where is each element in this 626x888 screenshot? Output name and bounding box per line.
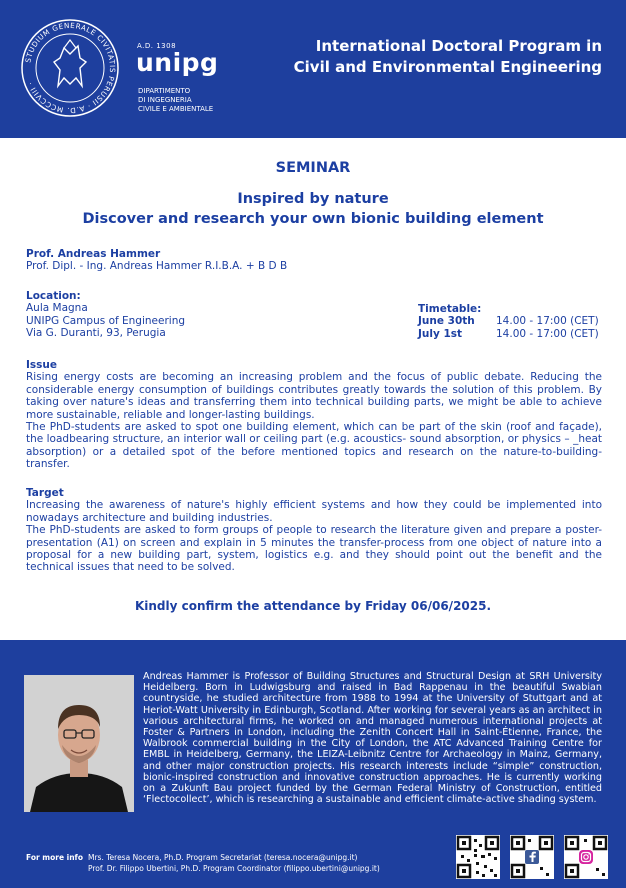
speaker-full-title: Prof. Dipl. - Ing. Andreas Hammer R.I.B.A. + B D B [26,260,288,273]
issue-heading: Issue [26,359,58,371]
timetable-time: 14.00 - 17:00 (CET) [496,327,599,340]
seminar-label: SEMINAR [275,160,351,176]
facebook-qr-icon[interactable] [510,835,554,879]
contact-label: For more info [26,853,83,862]
issue-section [26,359,602,471]
attendance-notice: Kindly confirm the attendance by Friday 06/06/2025. [134,599,492,613]
dept-line: DI INGEGNERIA [138,96,192,104]
founding-year: A.D. 1308 [137,42,177,50]
target-paragraph: The PhD-students are asked to form groups of people to research the literature given and prepare a poster-presentation (A1) on screen and explain in 5 minutes the transfer-process from one object of nature into a proposal for a new building part, system, logistics e.g. and they should point out the benefit and the technical issues that need to be solved. [26,524,602,574]
location-block [26,290,185,340]
contact-info [26,852,380,874]
program-title-line2: Civil and Environmental Engineering [293,58,602,76]
location-line: Aula Magna [26,302,88,315]
speaker-biography: Andreas Hammer is Professor of Building Structures and Structural Design at SRH University Heidelberg. Born in Ludwigsburg and raised in Bad Rappenau in the beautiful Swabian countryside, he studied architecture from 1988 to 1994 at the University of Stuttgart and at Heriot-Watt University in Edinburgh, Scotland. After working for several years as an architect in various architectural firms, he worked on and managed numerous international projects at Foster & Partners in London, including the Zenith Concert Hall in Saint-Étienne, France, the Walbrook commercial building in the City of London, the ATC Advanced Training Centre for EMBL in Heidelberg, Germany, the LEIZA-Leibnitz Centre for Archaeology in Mainz, Germany, and other major construction projects. His research interests include “simple” construction, bionic-inspired construction and innovative construction approaches. He is currently working on a Zukunft Bau project funded by the German Federal Ministry of Construction, entitled ‘Flectocollect’, which is researching a sustainable and efficient climate-active shading system. [143,671,602,806]
target-heading: Target [26,487,64,499]
bio-band [0,640,626,888]
instagram-qr-icon[interactable] [564,835,608,879]
speaker-photo [24,675,134,812]
seminar-title [0,189,626,229]
speaker-name: Prof. Andreas Hammer [26,248,161,260]
target-paragraph: Increasing the awareness of nature's highly efficient systems and how they could be implemented into nowadays architecture and building industries. [26,499,602,524]
svg-text:STUDIUM GENERALE CIVITATIS PER: STUDIUM GENERALE CIVITATIS PERUSII · A.D. MCCCVIII · [23,20,118,116]
speaker-block [26,248,287,273]
contact-secretariat: Mrs. Teresa Nocera, Ph.D. Program Secretariat (teresa.nocera@unipg.it) [88,853,358,862]
title-line1: Inspired by nature [237,191,389,207]
qr-code-icon[interactable] [456,835,500,879]
dept-line: DIPARTIMENTO [138,87,191,95]
header-band [0,0,626,138]
department-name [138,87,213,114]
timetable-label: Timetable: [418,303,482,315]
location-line: Via G. Duranti, 93, Perugia [26,327,166,340]
target-section [26,487,602,574]
location-line: UNIPG Campus of Engineering [26,314,186,327]
timetable-time: 14.00 - 17:00 (CET) [496,315,599,328]
timetable-row [418,315,599,327]
issue-paragraph: Rising energy costs are becoming an increasing problem and the focus of public debate. Reducing the considerable energy consumption of buildings contributes greatly towards the solution of this problem. By taking over nature's ideas and transferring them into technical building parts, we might be able to achieve more sustainable, reliable and longer-lasting buildings. [26,371,602,421]
issue-paragraph: The PhD-students are asked to spot one building element, which can be part of the skin (roof and façade), the loadbearing structure, an interior wall or ceiling part (e.g. acoustics- sound absorption, or physics – _heat absorption) or a detailed spot of the before mentioned topics and research on the nature-to-building-transfer. [26,421,602,471]
university-seal-logo [20,18,120,118]
timetable-block [418,303,599,340]
title-line2: Discover and research your own bionic building element [82,211,544,227]
brand-wordmark: unipg [136,48,219,77]
location-label: Location: [26,290,81,302]
timetable-day: July 1st [418,327,463,340]
timetable-row [418,328,599,340]
contact-coordinator: Prof. Dr. Filippo Ubertini, Ph.D. Program Coordinator (filippo.ubertini@unipg.it) [88,864,380,873]
timetable-day: June 30th [418,315,475,328]
program-title [272,36,602,78]
dept-line: CIVILE E AMBIENTALE [138,105,214,113]
program-title-line1: International Doctoral Program in [315,37,602,55]
